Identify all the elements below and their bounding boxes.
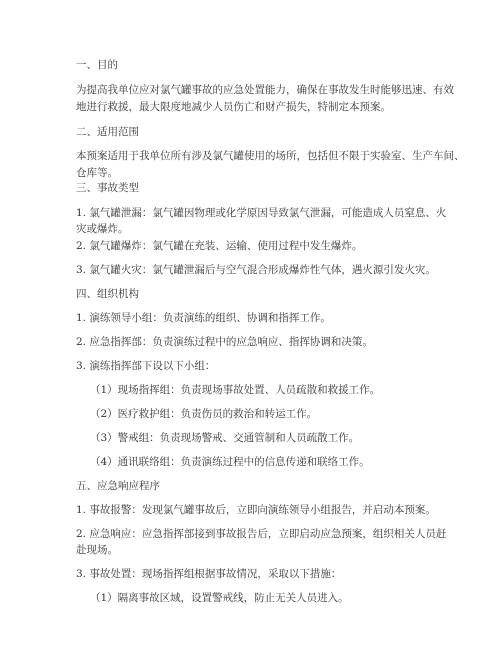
response-item-2-line-1: 2. 应急响应：应急指挥部接到事故报告后，立即启动应急预案，组织相关人员赶 — [76, 528, 447, 540]
response-subitem-1: （1）隔离事故区域，设置警戒线，防止无关人员进入。 — [90, 592, 349, 604]
section-heading-purpose: 一、目的 — [76, 59, 118, 71]
response-item-1: 1. 事故报警：发现氯气罐事故后，立即向演练领导小组报告，并启动本预案。 — [76, 504, 436, 516]
org-subitem-3: （3）警戒组：负责现场警戒、交通管制和人员疏散工作。 — [90, 432, 360, 444]
accident-item-3: 3. 氯气罐火灾：氯气罐泄漏后与空气混合形成爆炸性气体，遇火源引发火灾。 — [76, 264, 436, 276]
section-heading-accident-types: 三、事故类型 — [76, 182, 139, 194]
response-item-2-line-2: 赴现场。 — [76, 544, 118, 556]
accident-item-1-line-2: 灾或爆炸。 — [76, 223, 129, 235]
org-subitem-1: （1）现场指挥组：负责现场事故处置、人员疏散和救援工作。 — [90, 384, 381, 396]
accident-item-2: 2. 氯气罐爆炸：氯气罐在充装、运输、使用过程中发生爆炸。 — [76, 240, 363, 252]
scope-line-1: 本预案适用于我单位所有涉及氯气罐使用的场所，包括但不限于实验室、生产车间、 — [76, 150, 465, 162]
org-item-1: 1. 演练领导小组：负责演练的组织、协调和指挥工作。 — [76, 312, 331, 324]
org-item-2: 2. 应急指挥部：负责演练过程中的应急响应、指挥协调和决策。 — [76, 336, 373, 348]
org-subitem-4: （4）通讯联络组：负责演练过程中的信息传递和联络工作。 — [90, 456, 370, 468]
accident-item-1-line-1: 1. 氯气罐泄漏：氯气罐因物理或化学原因导致氯气泄漏，可能造成人员窒息、火 — [76, 207, 447, 219]
org-subitem-2: （2）医疗救护组：负责伤员的救治和转运工作。 — [90, 408, 318, 420]
purpose-line-2: 地进行救援，最大限度地减少人员伤亡和财产损失，特制定本预案。 — [76, 101, 391, 113]
scope-line-2: 仓库等。 — [76, 167, 118, 179]
section-heading-scope: 二、适用范围 — [76, 126, 139, 138]
org-item-3: 3. 演练指挥部下设以下小组： — [76, 360, 216, 372]
section-heading-organization: 四、组织机构 — [76, 288, 139, 300]
section-heading-response: 五、应急响应程序 — [76, 480, 160, 492]
response-item-3: 3. 事故处置：现场指挥组根据事故情况，采取以下措施： — [76, 568, 342, 580]
purpose-line-1: 为提高我单位应对氯气罐事故的应急处置能力，确保在事故发生时能够迅速、有效 — [76, 84, 454, 96]
